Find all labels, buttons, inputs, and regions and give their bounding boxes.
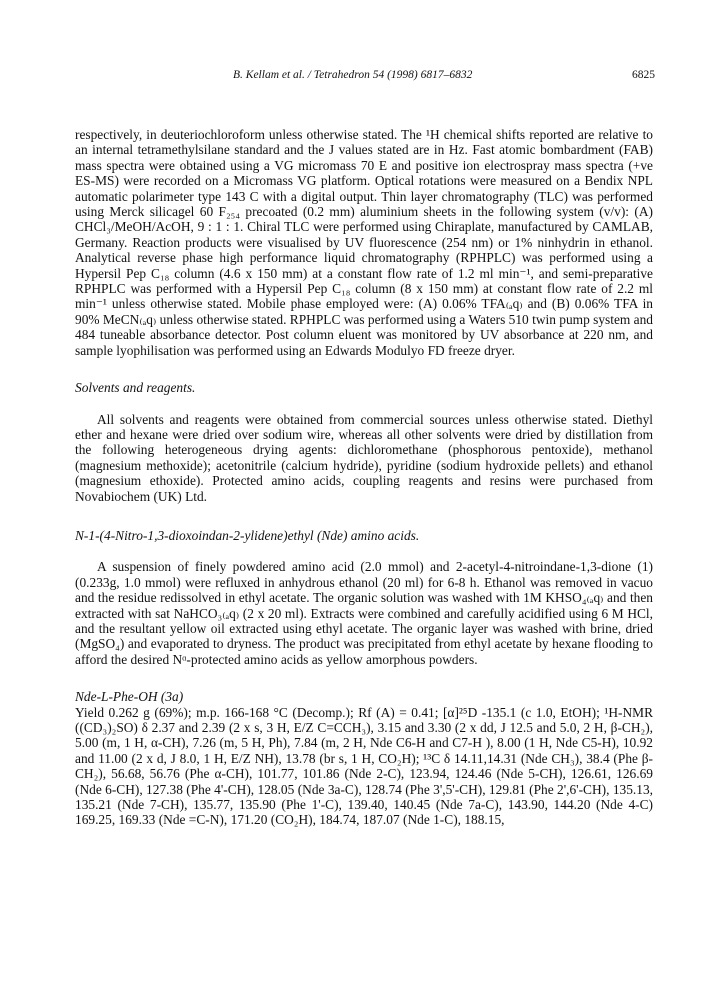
solvents-paragraph: All solvents and reagents were obtained from commercial sources unless otherwise stated. Diethyl ether and hexane were dried over sodium wire, whereas all other solvents were dried by distillation from the following heterogeneous drying agents: dichloromethane (phosphorous pentoxide), methanol (magnesium methoxide); acetonitrile (calcium hydride), pyridine (sodium hydroxide pellets) and ethanol (magnesium ethoxide). Protected amino acids, coupling reagents and resins were purchased from Novabiochem (UK) Ltd. [75, 411, 653, 504]
article-body [75, 127, 653, 828]
nde-heading: N-1-(4-Nitro-1,3-dioxoindan-2-ylidene)ethyl (Nde) amino acids. [75, 527, 420, 543]
compound-heading: Nde-L-Phe-OH (3a) [75, 689, 184, 705]
nde-procedure-paragraph: A suspension of finely powdered amino acid (2.0 mmol) and 2-acetyl-4-nitroindane-1,3-dione (1) (0.233g, 1.0 mmol) were refluxed in anhydrous ethanol (20 ml) for 6-8 h. Ethanol was removed in vacuo and the residue redissolved in ethyl acetate. The organic solution was washed with 1M KHSO₄₍ₐq₎ and then extracted with sat NaHCO₃₍ₐq₎ (2 x 20 ml). Extracts were combined and carefully acidified using 6 M HCl, and the resultant yellow oil extracted using ethyl acetate. The organic layer was washed with brine, dried (MgSO₄) and evaporated to dryness. The product was precipitated from ethyl acetate by hexane flooding to afford the desired Nᵅ-protected amino acids as yellow amorphous powders. [75, 559, 653, 667]
compound-data-paragraph: Yield 0.262 g (69%); m.p. 166-168 °C (Decomp.); Rf (A) = 0.41; [α]²⁵D -135.1 (c 1.0, EtOH); ¹H-NMR ((CD₃)₂SO) δ 2.37 and 2.39 (2 x s, 3 H, E/Z C=CCH₃), 3.15 and 3.30 (2 x dd, J 12.5 and 5.0, 2 H, β-CH₂), 5.00 (m, 1 H, α-CH), 7.26 (m, 5 H, Ph), 7.84 (m, 2 H, Nde C6-H and C7-H ), 8.00 (1 H, Nde C5-H), 10.92 and 11.00 (2 x d, J 8.0, 1 H, E/Z NH), 13.78 (br s, 1 H, CO₂H); ¹³C δ 14.11,14.31 (Nde CH₃), 38.4 (Phe β-CH₂), 56.68, 56.76 (Phe α-CH), 101.77, 101.86 (Nde 2-C), 123.94, 124.46 (Nde 5-CH), 126.61, 126.69 (Nde 6-CH), 127.38 (Phe 4'-CH), 128.05 (Nde 3a-C), 128.74 (Phe 3',5'-CH), 129.81 (Phe 2',6'-CH), 135.13, 135.21 (Nde 7-CH), 135.77, 135.90 (Phe 1'-C), 139.40, 140.45 (Nde 7a-C), 143.90, 144.20 (Nde 4-C) 169.25, 169.33 (Nde =C-N), 171.20 (CO₂H), 184.74, 187.07 (Nde 1-C), 188.15, [75, 704, 653, 828]
general-methods-paragraph: respectively, in deuteriochloroform unless otherwise stated. The ¹H chemical shifts reported are relative to an internal tetramethylsilane standard and the J values stated are in Hz. Fast atomic bombardment (FAB) mass spectra were obtained using a VG micromass 70 E and positive ion electrospray mass spectra (+ve ES-MS) were recorded on a Micromass VG platform. Optical rotations were measured on a Bendix NPL automatic polarimeter type 143 C with a digital output. Thin layer chromatography (TLC) was performed using Merck silicagel 60 F₂₅₄ precoated (0.2 mm) aluminium sheets in the following system (v/v): (A) CHCl₃/MeOH/AcOH, 9 : 1 : 1. Chiral TLC were performed using Chiraplate, manufactured by CAMLAB, Germany. Reaction products were visualised by UV fluorescence (254 nm) or 1% ninhydrin in ethanol. Analytical reverse phase high performance liquid chromatography (RPHPLC) was performed using a Hypersil Pep C₁₈ column (4.6 x 150 mm) at a constant flow rate of 1.2 ml min⁻¹, and semi-preparative RPHPLC was performed with a Hypersil Pep C₁₈ column (8 x 150 mm) at constant flow rate of 2.2 ml min⁻¹ unless otherwise stated. Mobile phase employed were: (A) 0.06% TFA₍ₐq₎ and (B) 0.06% TFA in 90% MeCN₍ₐq₎ unless otherwise stated. RPHPLC was performed using a Waters 510 twin pump system and 484 tuneable absorbance detector. Post column eluent was monitored by UV absorbance at 220 nm, and sample lyophilisation was performed using an Edwards Modulyo FD freeze dryer. [75, 127, 653, 358]
page-number: 6825 [632, 69, 655, 81]
solvents-heading: Solvents and reagents. [75, 380, 196, 396]
running-title: B. Kellam et al. / Tetrahedron 54 (1998) 6817–6832 [233, 69, 473, 81]
